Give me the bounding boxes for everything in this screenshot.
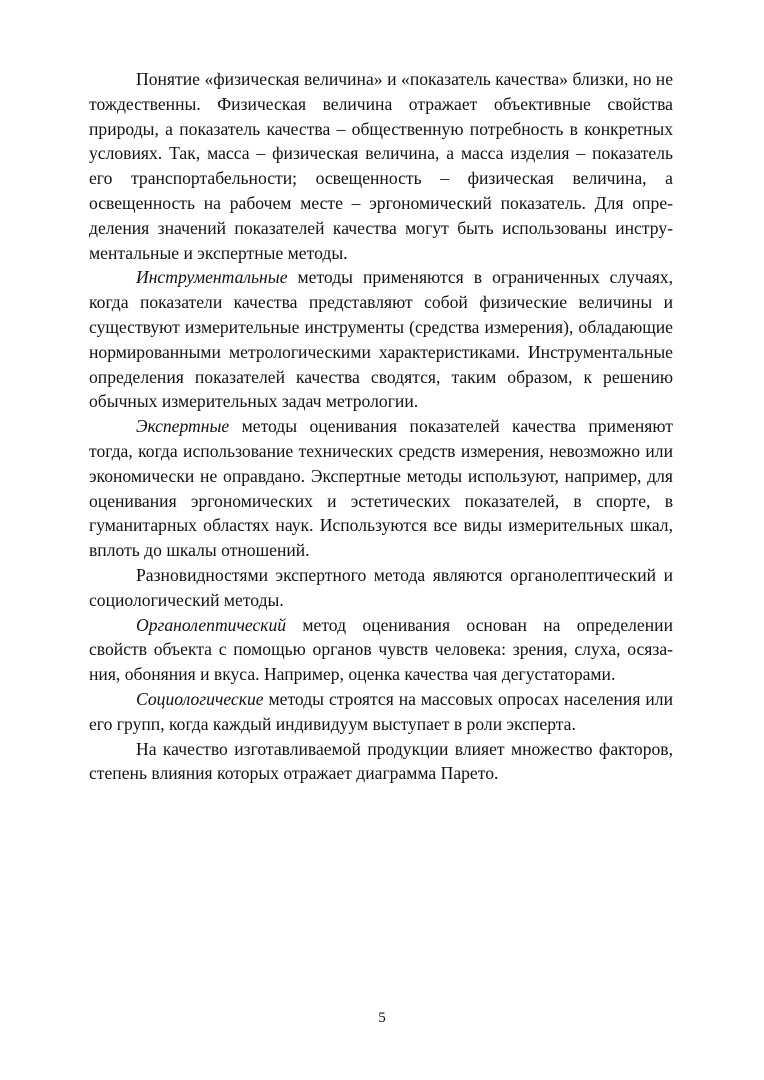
paragraph-text: На качество изготавливаемой продукции влияет множество факторов, степень влияния которых отражает диаграмма Парето. [89, 738, 673, 784]
term-expert: Экспертные [136, 416, 230, 437]
paragraph-sociological-methods [89, 687, 673, 737]
paragraph-expert-methods [89, 414, 673, 563]
paragraph-expert-varieties [89, 563, 673, 613]
page-number: 5 [378, 1010, 386, 1026]
paragraph-text: методы применяются в ограниченных случаях, когда показатели качества представляют собой физические величины и существуют измерительные инструменты (средства измерения), обладающие нормированными метрологическими характеристиками. Инструментальные определения показателей качества сводятся, таким образом, к решению обычных измерительных задач метрологии. [89, 267, 673, 412]
paragraph-text: метод оценивания основан на определении свойств объекта с помощью органов чувств человека: зрения, слуха, осязания, обоняния и вкуса. Например, оценка качества чая дегустаторами. [89, 614, 673, 685]
paragraph-text: методы строятся на массовых опросах населения или его групп, когда каждый индивидуум выступает в роли эксперта. [89, 688, 673, 734]
paragraph-text: Разновидностями экспертного метода являются органолептический и социологический методы. [89, 564, 673, 610]
term-instrumental: Инструментальные [136, 267, 288, 288]
paragraph-pareto [89, 737, 673, 787]
term-sociological: Социологические [136, 688, 264, 709]
paragraph-text: Понятие «физическая величина» и «показатель качества» близки, но не тождественны. Физическая величина отражает объективные свойства природы, а показатель качества – общественную потребность в конкретных условиях. Так, масса – физическая величина, а масса изделия – показатель его транспортабельности; освещенность – физическая величина, а освещенность на рабочем месте – эргономический показатель. Для определения значений показателей качества могут быть использованы инструментальные и экспертные методы. [89, 69, 673, 263]
term-organoleptic: Органолептический [136, 614, 287, 635]
paragraph-text: методы оценивания показателей качества применяют тогда, когда использование технических средств измерения, невозможно или экономически не оправдано. Экспертные методы используют, например, для оценивания эргономических и эстетических показателей, в спорте, в гуманитарных областях наук. Используются все виды измерительных шкал, вплоть до шкалы отношений. [89, 416, 673, 561]
paragraph-physical-quantity [89, 67, 673, 265]
paragraph-instrumental-methods [89, 265, 673, 414]
paragraph-organoleptic-method [89, 613, 673, 687]
body-text [89, 67, 673, 786]
